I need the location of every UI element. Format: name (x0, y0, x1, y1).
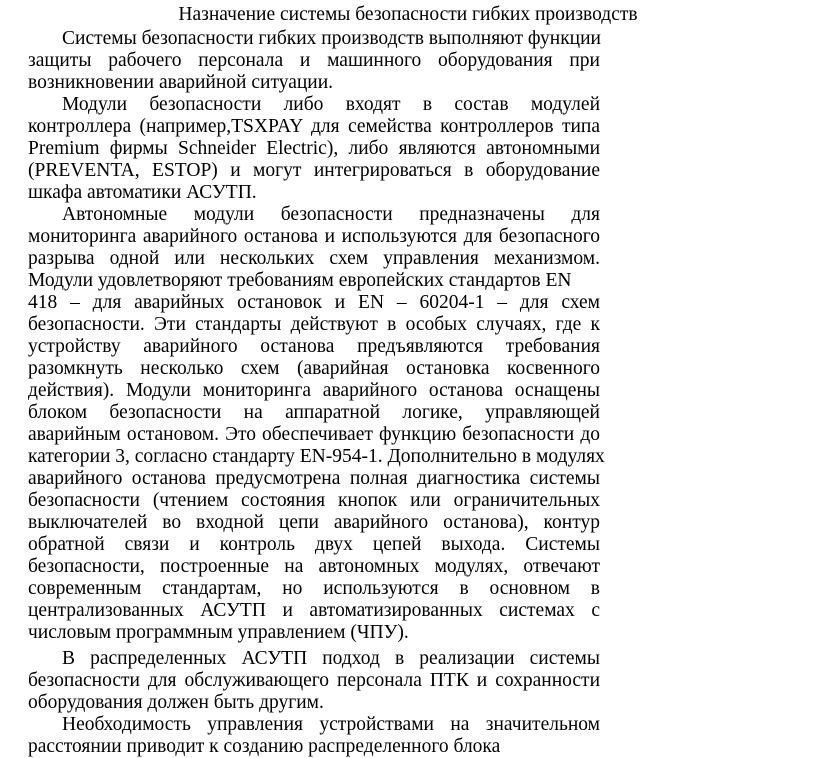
text-line: обратной связи и контроль двух цепей выхода. Системы (28, 534, 600, 555)
text-line: безопасности. Эти стандарты действуют в особых случаях, где к (28, 314, 600, 335)
text-line: Модули удовлетворяют требованиям европейских стандартов EN (28, 270, 572, 291)
text-line: (PREVENTA, ESTOP) и могут интегрироваться в оборудование (28, 160, 600, 181)
text-line: шкафа автоматики АСУТП. (28, 182, 257, 203)
text-line: числовым программным управлением (ЧПУ). (28, 622, 409, 643)
text-line: выключателей во входной цепи аварийного останова), контур (28, 512, 600, 533)
text-line: безопасности (чтением состояния кнопок или ограничительных (28, 490, 600, 511)
text-line: безопасности для обслуживающего персонала ПТК и сохранности (28, 670, 600, 691)
text-line: современным стандартам, но используются в основном в (28, 578, 600, 599)
document-title: Назначение системы безопасности гибких производств (178, 4, 638, 25)
text-line: аварийного останова предусмотрена полная диагностика системы (28, 468, 600, 489)
text-line: 418 – для аварийных остановок и EN – 60204-1 – для схем (28, 292, 600, 313)
text-line: контроллера (например,TSXPAY для семейства контроллеров типа (28, 116, 600, 137)
text-line: Модули безопасности либо входят в состав модулей (62, 94, 600, 115)
text-line: Premium фирмы Schneider Electric), либо являются автономными (28, 138, 600, 159)
text-line: Автономные модули безопасности предназначены для (62, 204, 600, 225)
text-line: разрыва одной или нескольких схем управления механизмом. (28, 248, 600, 269)
text-line: В распределенных АСУТП подход в реализации системы (62, 648, 600, 669)
text-line: категории 3, согласно стандарту EN-954-1. Дополнительно в модулях (28, 446, 605, 467)
text-line: аварийным остановом. Это обеспечивает функцию безопасности до (28, 424, 600, 445)
text-line: блоком безопасности на аппаратной логике, управляющей (28, 402, 600, 423)
text-line: централизованных АСУТП и автоматизированных системах с (28, 600, 600, 621)
text-line: мониторинга аварийного останова и используются для безопасного (28, 226, 600, 247)
text-line: расстоянии приводит к созданию распределенного блока (28, 736, 501, 757)
text-line: безопасности, построенные на автономных модулях, отвечают (28, 556, 600, 577)
text-line: разомкнуть несколько схем (аварийная остановка косвенного (28, 358, 600, 379)
text-line: Системы безопасности гибких производств выполняют функции (62, 28, 601, 49)
text-line: устройству аварийного останова предъявляются требования (28, 336, 600, 357)
text-line: возникновении аварийной ситуации. (28, 72, 334, 93)
text-line: действия). Модули мониторинга аварийного останова оснащены (28, 380, 600, 401)
text-line: оборудования должен быть другим. (28, 692, 324, 713)
text-line: защиты рабочего персонала и машинного оборудования при (28, 50, 600, 71)
text-line: Необходимость управления устройствами на значительном (62, 714, 600, 735)
